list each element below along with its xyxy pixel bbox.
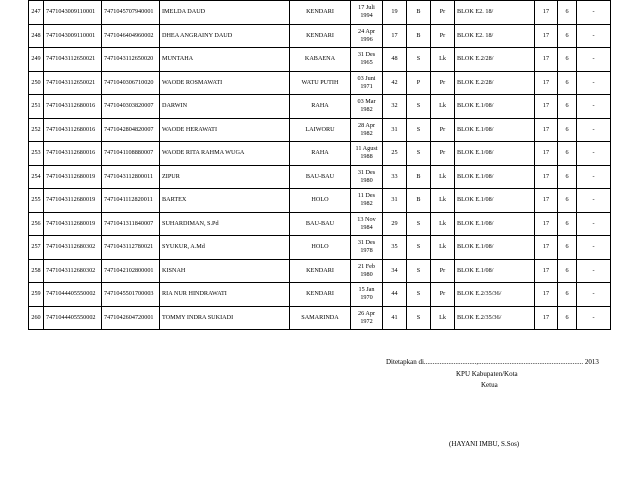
birthdate-day-month: 03 Juni: [357, 74, 376, 82]
rt-number-cell: 17: [535, 189, 558, 213]
table-row: [29, 24, 611, 48]
rw-number-cell: 6: [558, 95, 577, 119]
family-card-number-cell: 7471043112680302: [44, 236, 102, 260]
rt-number-cell: 17: [535, 142, 558, 166]
note-cell: -: [577, 71, 611, 95]
birthdate-year: 1971: [360, 82, 373, 90]
voter-name-cell: RIA NUR HINDRAWATI: [160, 283, 290, 307]
rt-number-cell: 17: [535, 1, 558, 25]
age-cell: 33: [383, 165, 407, 189]
voter-name-cell: WAODE RITA RAHMA WUGA: [160, 142, 290, 166]
birthdate-day-month: 17 Juli: [358, 4, 375, 12]
marital-status-cell: B: [407, 189, 431, 213]
gender-cell: Lk: [431, 95, 455, 119]
birthplace-cell: BAU-BAU: [290, 165, 351, 189]
note-cell: -: [577, 189, 611, 213]
family-card-number-cell: 7471044405550002: [44, 283, 102, 307]
marital-status-cell: S: [407, 212, 431, 236]
address-cell: BLOK E.2/35/36/: [455, 283, 535, 307]
rt-number-cell: 17: [535, 283, 558, 307]
age-cell: 19: [383, 1, 407, 25]
birthdate-cell: [351, 306, 383, 330]
marital-status-cell: B: [407, 1, 431, 25]
age-cell: 42: [383, 71, 407, 95]
address-cell: BLOK E.1/08/: [455, 212, 535, 236]
address-cell: BLOK E.1/08/: [455, 165, 535, 189]
birthplace-cell: HOLO: [290, 236, 351, 260]
marital-status-cell: B: [407, 165, 431, 189]
gender-cell: Pr: [431, 142, 455, 166]
voter-name-cell: SYUKUR, A.Md: [160, 236, 290, 260]
age-cell: 17: [383, 24, 407, 48]
gender-cell: Lk: [431, 165, 455, 189]
address-cell: BLOK E.1/08/: [455, 189, 535, 213]
family-card-number-cell: 7471043112650021: [44, 71, 102, 95]
family-card-number-cell: 7471043112650021: [44, 48, 102, 72]
table-row: [29, 306, 611, 330]
birthdate-cell: [351, 118, 383, 142]
age-cell: 32: [383, 95, 407, 119]
row-number-cell: 260: [29, 306, 44, 330]
birthdate-day-month: 24 Apr: [357, 27, 375, 35]
rt-number-cell: 17: [535, 306, 558, 330]
marital-status-cell: S: [407, 118, 431, 142]
row-number-cell: 258: [29, 259, 44, 283]
row-number-cell: 255: [29, 189, 44, 213]
row-number-cell: 248: [29, 24, 44, 48]
gender-cell: Pr: [431, 24, 455, 48]
birthdate-cell: [351, 283, 383, 307]
address-cell: BLOK E.1/08/: [455, 259, 535, 283]
birthdate-day-month: 26 Apr: [357, 309, 375, 317]
birthdate-day-month: 03 Mar: [357, 98, 376, 106]
id-number-cell: 7471041311840007: [102, 212, 160, 236]
birthplace-cell: KENDARI: [290, 283, 351, 307]
birthplace-cell: KENDARI: [290, 24, 351, 48]
note-cell: -: [577, 259, 611, 283]
gender-cell: Lk: [431, 306, 455, 330]
note-cell: -: [577, 24, 611, 48]
table-row: [29, 71, 611, 95]
voter-name-cell: ZIPUR: [160, 165, 290, 189]
rt-number-cell: 17: [535, 48, 558, 72]
table-row: [29, 1, 611, 25]
marital-status-cell: S: [407, 48, 431, 72]
voter-name-cell: KISNAH: [160, 259, 290, 283]
id-number-cell: 7471042102800001: [102, 259, 160, 283]
voter-list-table: [28, 0, 611, 330]
birthdate-cell: [351, 165, 383, 189]
marital-status-cell: S: [407, 283, 431, 307]
birthdate-cell: [351, 212, 383, 236]
age-cell: 31: [383, 189, 407, 213]
row-number-cell: 247: [29, 1, 44, 25]
note-cell: -: [577, 48, 611, 72]
gender-cell: Pr: [431, 283, 455, 307]
address-cell: BLOK E.1/08/: [455, 95, 535, 119]
note-cell: -: [577, 236, 611, 260]
gender-cell: Lk: [431, 236, 455, 260]
voter-name-cell: WAODE ROSMAWATI: [160, 71, 290, 95]
signatory-name: (HAYANI IMBU, S.Sos): [449, 440, 520, 448]
birthplace-cell: KENDARI: [290, 1, 351, 25]
birthdate-year: 1994: [360, 12, 373, 20]
birthdate-cell: [351, 142, 383, 166]
birthplace-cell: SAMARINDA: [290, 306, 351, 330]
address-cell: BLOK E2. 18/: [455, 24, 535, 48]
row-number-cell: 251: [29, 95, 44, 119]
address-cell: BLOK E.2/35/36/: [455, 306, 535, 330]
birthdate-day-month: 28 Apr: [357, 121, 375, 129]
rt-number-cell: 17: [535, 165, 558, 189]
id-number-cell: 7471043112780021: [102, 236, 160, 260]
row-number-cell: 256: [29, 212, 44, 236]
note-cell: -: [577, 306, 611, 330]
birthdate-year: 1965: [360, 59, 373, 67]
table-row: [29, 236, 611, 260]
family-card-number-cell: 7471043009110001: [44, 24, 102, 48]
gender-cell: Pr: [431, 1, 455, 25]
rt-number-cell: 17: [535, 212, 558, 236]
organization-name: KPU Kabupaten/Kota: [456, 370, 518, 378]
voter-name-cell: DARWIN: [160, 95, 290, 119]
age-cell: 35: [383, 236, 407, 260]
birthdate-year: 1972: [360, 317, 373, 325]
row-number-cell: 252: [29, 118, 44, 142]
rt-number-cell: 17: [535, 24, 558, 48]
birthdate-year: 1984: [360, 223, 373, 231]
birthdate-cell: [351, 189, 383, 213]
birthplace-cell: KENDARI: [290, 259, 351, 283]
age-cell: 29: [383, 212, 407, 236]
rw-number-cell: 6: [558, 283, 577, 307]
birthplace-cell: BAU-BAU: [290, 212, 351, 236]
family-card-number-cell: 7471043112680016: [44, 118, 102, 142]
age-cell: 34: [383, 259, 407, 283]
age-cell: 25: [383, 142, 407, 166]
rt-number-cell: 17: [535, 118, 558, 142]
voter-name-cell: BARTEX: [160, 189, 290, 213]
id-number-cell: 7471042604720001: [102, 306, 160, 330]
family-card-number-cell: 7471043112680019: [44, 189, 102, 213]
birthplace-cell: RAHA: [290, 95, 351, 119]
birthdate-year: 1988: [360, 153, 373, 161]
id-number-cell: 7471041108880007: [102, 142, 160, 166]
rw-number-cell: 6: [558, 142, 577, 166]
voter-rows: [29, 1, 611, 330]
birthdate-day-month: 13 Nov: [357, 215, 376, 223]
note-cell: -: [577, 118, 611, 142]
id-number-cell: 7471040303820007: [102, 95, 160, 119]
table-row: [29, 118, 611, 142]
marital-status-cell: S: [407, 259, 431, 283]
address-cell: BLOK E.1/08/: [455, 142, 535, 166]
marital-status-cell: P: [407, 71, 431, 95]
gender-cell: Pr: [431, 71, 455, 95]
note-cell: -: [577, 142, 611, 166]
place-date-line: Ditetapkan di..............................,............................................................ 2013: [386, 358, 599, 366]
note-cell: -: [577, 165, 611, 189]
age-cell: 44: [383, 283, 407, 307]
marital-status-cell: S: [407, 236, 431, 260]
voter-name-cell: SUHARDIMAN, S.Pd: [160, 212, 290, 236]
gender-cell: Pr: [431, 259, 455, 283]
birthdate-cell: [351, 259, 383, 283]
table-row: [29, 48, 611, 72]
birthdate-year: 1982: [360, 129, 373, 137]
rt-number-cell: 17: [535, 236, 558, 260]
rw-number-cell: 6: [558, 212, 577, 236]
marital-status-cell: B: [407, 24, 431, 48]
birthdate-year: 1980: [360, 270, 373, 278]
row-number-cell: 254: [29, 165, 44, 189]
row-number-cell: 259: [29, 283, 44, 307]
birthdate-cell: [351, 48, 383, 72]
birthdate-year: 1996: [360, 35, 373, 43]
age-cell: 31: [383, 118, 407, 142]
voter-name-cell: MUNTAHA: [160, 48, 290, 72]
birthdate-year: 1970: [360, 294, 373, 302]
rw-number-cell: 6: [558, 1, 577, 25]
id-number-cell: 7471041112820011: [102, 189, 160, 213]
id-number-cell: 7471045707940001: [102, 1, 160, 25]
table-row: [29, 165, 611, 189]
birthdate-cell: [351, 95, 383, 119]
birthdate-cell: [351, 236, 383, 260]
voter-name-cell: TOMMY INDRA SUKIADI: [160, 306, 290, 330]
birthdate-day-month: 31 Des: [357, 239, 376, 247]
birthplace-cell: RAHA: [290, 142, 351, 166]
rt-number-cell: 17: [535, 259, 558, 283]
row-number-cell: 249: [29, 48, 44, 72]
row-number-cell: 253: [29, 142, 44, 166]
address-cell: BLOK E.2/28/: [455, 48, 535, 72]
birthdate-cell: [351, 1, 383, 25]
family-card-number-cell: 7471044405550002: [44, 306, 102, 330]
birthdate-day-month: 11 Agust: [355, 145, 378, 153]
family-card-number-cell: 7471043112680016: [44, 142, 102, 166]
id-number-cell: 7471046404960002: [102, 24, 160, 48]
birthdate-year: 1982: [360, 106, 373, 114]
rw-number-cell: 6: [558, 118, 577, 142]
age-cell: 41: [383, 306, 407, 330]
gender-cell: Lk: [431, 212, 455, 236]
address-cell: BLOK E2. 18/: [455, 1, 535, 25]
voter-name-cell: DHEA ANGRAINY DAUD: [160, 24, 290, 48]
rw-number-cell: 6: [558, 48, 577, 72]
marital-status-cell: S: [407, 142, 431, 166]
family-card-number-cell: 7471043112680302: [44, 259, 102, 283]
address-cell: BLOK E.2/28/: [455, 71, 535, 95]
birthdate-day-month: 11 Des: [357, 192, 376, 200]
birthdate-day-month: 31 Des: [357, 168, 376, 176]
marital-status-cell: S: [407, 95, 431, 119]
gender-cell: Lk: [431, 48, 455, 72]
note-cell: -: [577, 283, 611, 307]
rw-number-cell: 6: [558, 24, 577, 48]
id-number-cell: 7471045501700003: [102, 283, 160, 307]
note-cell: -: [577, 1, 611, 25]
id-number-cell: 7471042804820007: [102, 118, 160, 142]
rt-number-cell: 17: [535, 95, 558, 119]
address-cell: BLOK E.1/08/: [455, 236, 535, 260]
rw-number-cell: 6: [558, 165, 577, 189]
birthplace-cell: HOLO: [290, 189, 351, 213]
table-row: [29, 212, 611, 236]
table-row: [29, 189, 611, 213]
note-cell: -: [577, 212, 611, 236]
birthdate-day-month: 15 Jan: [358, 286, 375, 294]
row-number-cell: 250: [29, 71, 44, 95]
birthplace-cell: WATU PUTIH: [290, 71, 351, 95]
family-card-number-cell: 7471043112680019: [44, 165, 102, 189]
marital-status-cell: S: [407, 306, 431, 330]
rw-number-cell: 6: [558, 71, 577, 95]
id-number-cell: 7471040306710020: [102, 71, 160, 95]
age-cell: 48: [383, 48, 407, 72]
table-row: [29, 283, 611, 307]
table-row: [29, 95, 611, 119]
address-cell: BLOK E.1/08/: [455, 118, 535, 142]
birthdate-day-month: 31 Des: [357, 51, 376, 59]
rw-number-cell: 6: [558, 189, 577, 213]
birthdate-year: 1980: [360, 176, 373, 184]
table-row: [29, 142, 611, 166]
birthdate-cell: [351, 71, 383, 95]
gender-cell: Lk: [431, 189, 455, 213]
signatory-role: Ketua: [481, 381, 498, 389]
family-card-number-cell: 7471043112680019: [44, 212, 102, 236]
birthdate-day-month: 21 Feb: [357, 262, 375, 270]
birthdate-cell: [351, 24, 383, 48]
rw-number-cell: 6: [558, 236, 577, 260]
birthplace-cell: LAIWORU: [290, 118, 351, 142]
note-cell: -: [577, 95, 611, 119]
row-number-cell: 257: [29, 236, 44, 260]
id-number-cell: 7471043112650020: [102, 48, 160, 72]
rw-number-cell: 6: [558, 259, 577, 283]
rw-number-cell: 6: [558, 306, 577, 330]
birthdate-year: 1982: [360, 200, 373, 208]
table-row: [29, 259, 611, 283]
family-card-number-cell: 7471043009110001: [44, 1, 102, 25]
rt-number-cell: 17: [535, 71, 558, 95]
id-number-cell: 7471043112800011: [102, 165, 160, 189]
voter-name-cell: IMELDA DAUD: [160, 1, 290, 25]
birthplace-cell: KABAENA: [290, 48, 351, 72]
family-card-number-cell: 7471043112680016: [44, 95, 102, 119]
birthdate-year: 1978: [360, 247, 373, 255]
gender-cell: Pr: [431, 118, 455, 142]
voter-name-cell: WAODE HERAWATI: [160, 118, 290, 142]
